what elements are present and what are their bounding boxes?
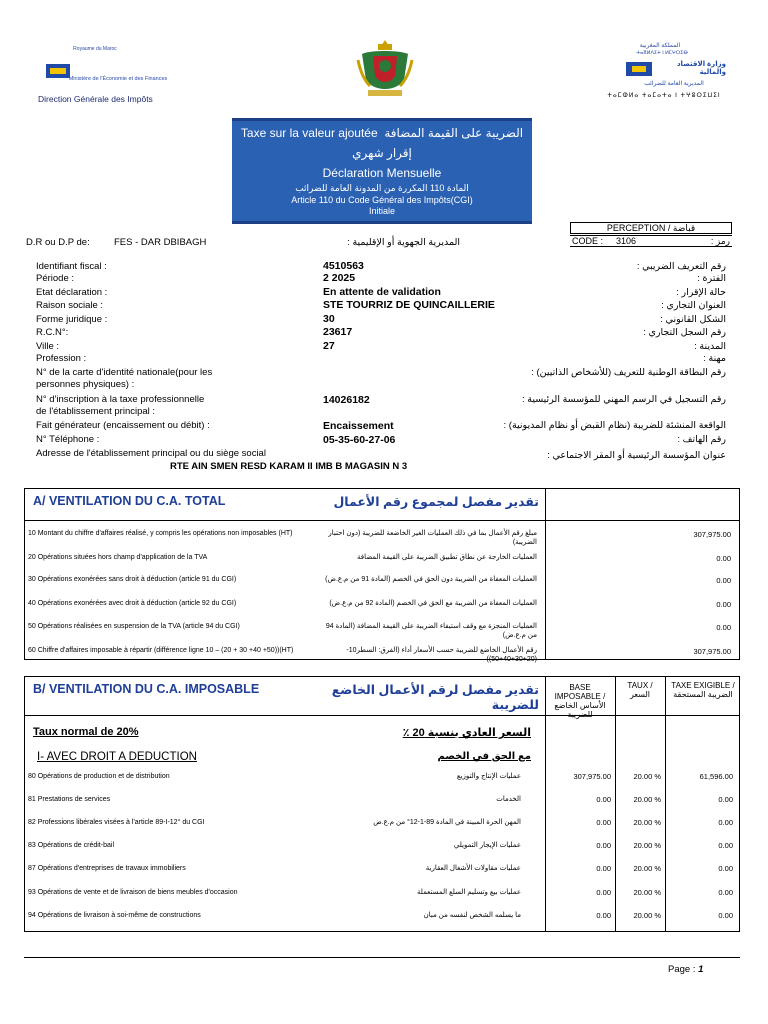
col-taxe-label: TAXE EXIGIBLE / [671,681,735,690]
section-b-row-taux: 20.00 % [633,795,661,804]
section-b-row-label-ar: المهن الحرة المبينة في المادة 89-1-12° من م.ع.ض [373,819,521,826]
banner-article-ar: المادة 110 المكررة من المدونة العامة للضرائب [295,183,469,193]
section-a-row-label-ar: العمليات المعفاة من الضريبة دون الحق في الخصم (المادة 91 من م.ع.ض) [325,576,537,583]
ministry-tifinagh: ⵜⴰⴳⵍⴷⵉⵜ ⵏ ⵍⵎⵖⵔⵉⴱ [636,50,688,56]
tp-value: 14026182 [323,394,370,406]
section-b-row-taux: 20.00 % [633,772,661,781]
banner-title-line [232,126,532,140]
mef-ministry-label: Ministère de l'Économie et des Finances [68,76,168,82]
section-a-row-label: 30 Opérations exonérées sans droit à déduction (article 91 du CGI) [28,576,237,583]
dr-label-ar: المديرية الجهوية أو الإقليمية : [347,237,460,248]
section-a-row-label-ar: العمليات المنجزة مع وقف استيفاء الضريبة على القيمة المضافة (المادة 94 من م.ع.ض) [325,623,537,639]
ministry-name-ar: وزارة الاقتصاد والمالية [676,61,726,76]
section-b-row-taux: 20.00 % [633,888,661,897]
tel-label: N° Téléphone : [36,434,100,445]
page-number: 1 [698,964,704,975]
section-b-row-taxe: 0.00 [718,864,733,873]
code-row [570,235,732,247]
code-value: 3106 [616,236,637,246]
field-value: 2 2025 [323,272,356,284]
dr-label: D.R ou D.P de: [26,237,90,248]
section-a-row-label: 60 Chiffre d'affaires imposable à répartir (différence ligne 10 – (20 + 30 +40 +50))(HT) [28,647,294,654]
section-b-row-label-ar: عمليات الإيجار التمويلي [453,842,521,849]
section-b-row-label-ar: عمليات بيع وتسليم السلع المستعملة [417,889,521,896]
col-base-label: BASE IMPOSABLE / [554,683,606,701]
cin-label-ar: رقم البطاقة الوطنية للتعريف (للأشخاص الذاتيين) : [531,367,726,378]
section-b-header-line [25,715,739,716]
dr-value: FES - DAR DBIBAGH [114,237,207,248]
declaration-banner [232,118,532,224]
page-label: Page : [668,964,696,975]
dgi-label: Direction Générale des Impôts [38,94,153,104]
section-a-row-value: 0.00 [716,623,731,632]
coat-of-arms-icon [356,36,414,100]
section-b-row-taxe: 61,596.00 [699,772,733,781]
section-b-row-label-ar: عمليات الإنتاج والتوزيع [456,773,521,780]
section-a-total [24,488,740,663]
field-value: 23617 [323,326,353,338]
field-label-ar: المدينة : [694,341,726,352]
field-label: Etat déclaration : [36,287,108,298]
field-label: R.C.N°: [36,327,69,338]
field-label-ar: رقم السجل التجاري : [643,327,726,338]
section-b-title: B/ VENTILATION DU C.A. IMPOSABLE [33,682,260,696]
tel-label-ar: رقم الهاتف : [677,434,726,445]
col-taux-label: TAUX / [627,681,653,690]
section-a-row-label: 10 Montant du chiffre d'affaires réalisé, y compris les opérations non imposables (HT) [28,530,293,537]
field-label-ar: رقم التعريف الضريبي : [636,261,726,272]
fait-label: Fait générateur (encaissement ou débit) : [36,420,210,431]
col-base-header [547,683,613,719]
perception-box: PERCEPTION / قباضة [570,222,732,234]
field-label-ar: العنوان التجاري : [661,300,726,311]
ministry-logo-right [594,42,734,108]
section-b-row-base: 307,975.00 [573,772,611,781]
tel-value: 05-35-60-27-06 [323,434,396,446]
tp-label-line1: N° d'inscription à la taxe professionnelle [36,394,205,405]
field-label-ar: حالة الإقرار : [676,287,726,298]
field-label-ar: الشكل القانوني : [660,314,726,325]
section-b-row-label: 80 Opérations de production et de distribution [28,773,170,780]
page-indicator [668,964,703,975]
tp-label-ar: رقم التسجيل في الرسم المهني للمؤسسة الرئيسية : [521,394,726,405]
banner-subtitle-ar: إقرار شهري [352,146,412,160]
code-label: CODE : [572,236,604,246]
mef-kingdom-label: Royaume du Maroc [73,46,117,52]
field-label: Raison sociale : [36,300,104,311]
section-b-row-label: 93 Opérations de vente et de livraison de biens meubles d'occasion [28,889,238,896]
section-b-row-taux: 20.00 % [633,911,661,920]
section-b-row-label-ar: عمليات مقاولات الأشغال العقارية [425,865,521,872]
fait-value: Encaissement [323,420,394,432]
ministry-dgi-tifinagh: ⵜⴰⵎⵀⵍⴰ ⵜⴰⵎⴰⵜⴰ ⵏ ⵜⵖⵓⵔⵉⵡⵉⵏ [607,93,721,99]
section-a-row-value: 0.00 [716,600,731,609]
cin-label-line2: personnes physiques) : [36,379,135,390]
section-a-row-value: 307,975.00 [693,647,731,656]
code-label-ar: رمز : [710,236,730,246]
section-b-row-label-ar: الخدمات [496,796,521,803]
col-taxe-header [667,681,739,699]
section-b-row-label: 83 Opérations de crédit-bail [28,842,114,849]
section-b-row-label-ar: ما يسلمه الشخص لنفسه من مبان [423,912,521,919]
section-b-row-base: 0.00 [596,911,611,920]
col-base-label-ar: الأساس الخاضع [554,701,606,710]
field-label: Ville : [36,341,60,352]
section-b-row-label: 81 Prestations de services [28,796,111,803]
fait-label-ar: الواقعة المنشئة للضريبة (نظام القبض أو نظام المديونية) : [503,420,726,431]
col-taux-header [617,681,663,699]
field-label-ar: مهنة : [703,353,726,364]
field-value: 27 [323,340,335,352]
banner-article-fr: Article 110 du Code Général des Impôts(CGI) [291,195,473,205]
field-value: En attente de validation [323,286,441,298]
section-b-row-base: 0.00 [596,795,611,804]
col-taux-label-ar: السعر [629,690,651,699]
section-b-imposable [24,676,740,932]
section-a-header-line [25,520,739,521]
taux-normal-label: Taux normal de 20% [33,726,139,738]
field-value: STE TOURRIZ DE QUINCAILLERIE [323,299,495,311]
section-b-row-label: 87 Opérations d'entreprises de travaux immobiliers [28,865,186,872]
section-b-row-taux: 20.00 % [633,864,661,873]
section-a-row-value: 307,975.00 [693,530,731,539]
cin-label-line1: N° de la carte d'identité nationale(pour les [36,367,213,378]
mef-logo [38,44,178,110]
adresse-label: Adresse de l'établissement principal ou du siège social [36,448,266,459]
banner-subtitle-fr: Déclaration Mensuelle [322,166,442,180]
banner-title-fr: Taxe sur la valeur ajoutée [240,126,378,140]
section-a-row-value: 0.00 [716,576,731,585]
col-taxe-label-ar: الضريبة المستحقة [673,690,733,699]
field-label-ar: الفترة : [697,273,726,284]
section-a-row-label: 20 Opérations situées hors champ d'application de la TVA [28,554,208,561]
section-a-title: A/ VENTILATION DU C.A. TOTAL [33,494,226,508]
section-a-row-value: 0.00 [716,554,731,563]
section-a-divider [545,489,546,659]
ministry-kingdom-ar: المملكة المغربية [639,43,681,49]
section-b-row-taux: 20.00 % [633,841,661,850]
tp-label-line2: de l'établissement principal : [36,406,156,417]
section-a-row-label-ar: رقم الأعمال الخاضع للضريبة حسب الأسعار أداء (الفرق: السطر10-(20+30+40+50)) [346,647,537,663]
adresse-value: RTE AIN SMEN RESD KARAM II IMB B MAGASIN N 3 [170,461,408,472]
ministry-emblem-icon [624,58,654,78]
section-b-row-taxe: 0.00 [718,841,733,850]
section-b-row-taxe: 0.00 [718,795,733,804]
field-label: Période : [36,273,75,284]
section-b-row-base: 0.00 [596,864,611,873]
banner-status: Initiale [368,206,395,216]
droit-deduction-label-ar: مع الحق في الخصم [437,751,531,762]
section-b-row-base: 0.00 [596,841,611,850]
section-a-row-label: 40 Opérations exonérées avec droit à déduction (article 92 du CGI) [28,600,237,607]
section-a-title-ar: تقدير مفصل لمجموع رقم الأعمال [333,495,539,509]
section-b-row-taxe: 0.00 [718,888,733,897]
section-b-title-ar: تقدير مفصل لرقم الأعمال الخاضع للضريبة [331,683,539,712]
section-b-row-label: 82 Professions libérales visées à l'article 89-I-12° du CGI [28,819,205,826]
section-b-row-base: 0.00 [596,818,611,827]
field-value: 30 [323,313,335,325]
field-label: Identifiant fiscal : [36,261,107,272]
section-a-row-label-ar: العمليات الخارجة عن نطاق تطبيق الضريبة على القيمة المضافة [356,554,537,561]
banner-title-ar: الضريبة على القيمة المضافة [384,126,524,140]
droit-deduction-label: I- AVEC DROIT A DEDUCTION [37,751,197,763]
section-b-row-label: 94 Opérations de livraison à soi-même de constructions [28,912,201,919]
field-label: Forme juridique : [36,314,108,325]
section-b-row-taxe: 0.00 [718,911,733,920]
adresse-label-ar: عنوان المؤسسة الرئيسية أو المقر الاجتماعي : [547,450,726,461]
section-b-row-taux: 20.00 % [633,818,661,827]
field-label: Profession : [36,353,87,364]
section-a-row-label: 50 Opérations réalisées en suspension de la TVA (article 94 du CGI) [28,623,240,630]
field-value: 4510563 [323,260,364,272]
section-a-row-label-ar: العمليات المعفاة من الضريبة مع الحق في الخصم (المادة 92 من م.ع.ض) [329,600,537,607]
section-b-row-taxe: 0.00 [718,818,733,827]
section-a-row-label-ar: مبلغ رقم الأعمال بما في ذلك العمليات الغير الخاضعة للضريبة (دون احتبار الضريبة) [328,530,537,546]
taux-normal-label-ar: السعر العادي بنسبة 20 ٪ [402,727,531,739]
section-b-row-base: 0.00 [596,888,611,897]
footer-line [24,957,740,958]
ministry-dgi-ar: المديرية العامة للضرائب [644,81,704,87]
